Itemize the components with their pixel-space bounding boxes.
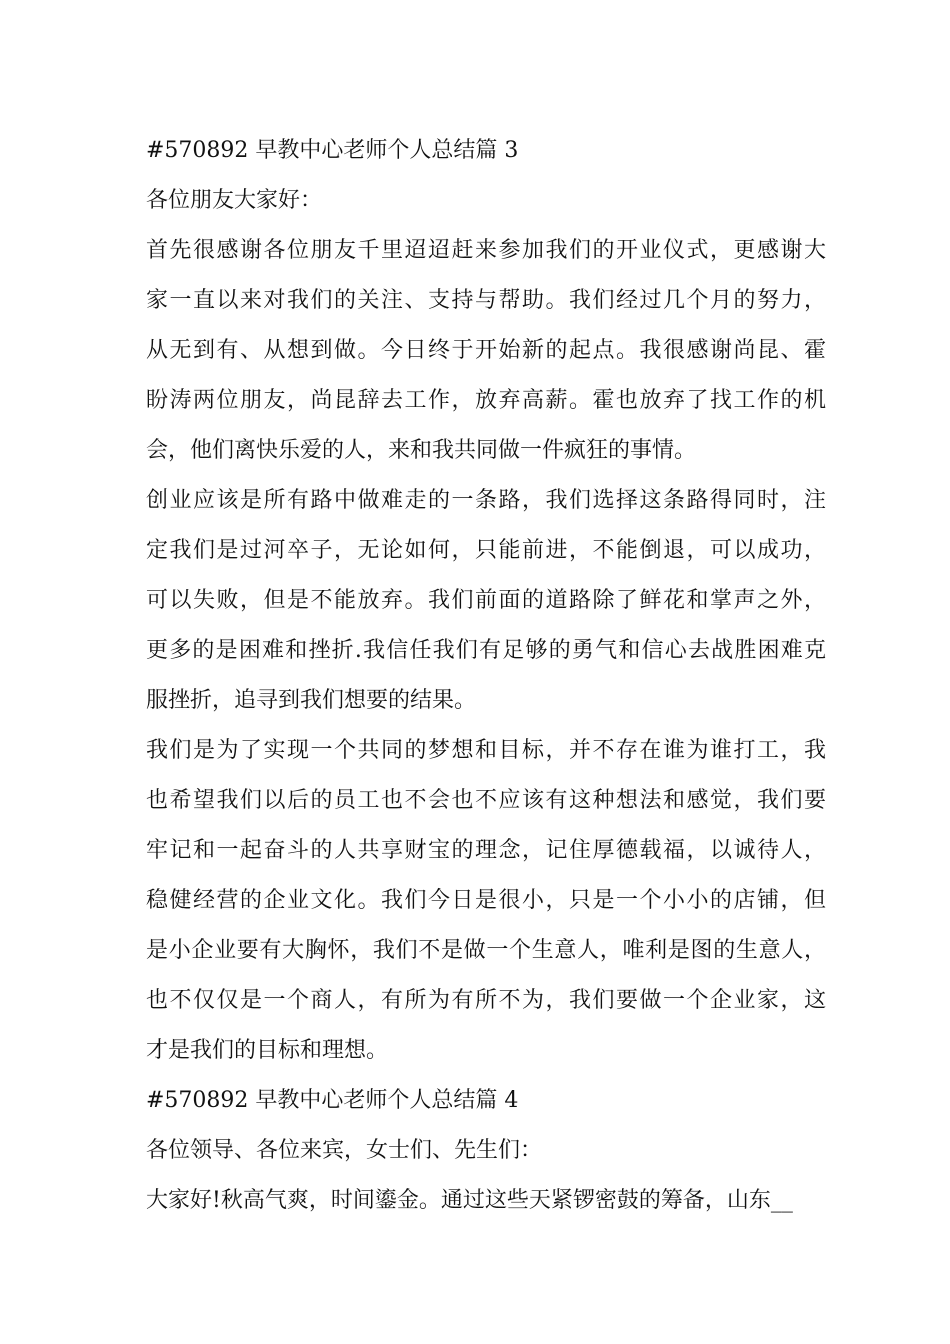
paragraph-line: 才是我们的目标和理想。 <box>146 1038 389 1063</box>
paragraph-line: 稳健经营的企业文化。我们今日是很小，只是一个小小的店铺，但 <box>146 888 826 913</box>
paragraph-line: 也希望我们以后的员工也不会也不应该有这种想法和感觉，我们要 <box>146 788 826 813</box>
paragraph-line: 从无到有、从想到做。今日终于开始新的起点。我很感谢尚昆、霍 <box>146 338 826 363</box>
paragraph-line: 创业应该是所有路中做难走的一条路，我们选择这条路得同时，注 <box>146 488 826 513</box>
document-body <box>146 133 826 1233</box>
paragraph-line: 定我们是过河卒子，无论如何，只能前进，不能倒退，可以成功， <box>146 538 826 563</box>
paragraph-line: 服挫折，追寻到我们想要的结果。 <box>146 688 477 713</box>
section-heading-3: #570892 早教中心老师个人总结篇 3 <box>146 138 519 163</box>
paragraph-line: 是小企业要有大胸怀，我们不是做一个生意人，唯利是图的生意人， <box>146 938 826 963</box>
greeting-line: 各位领导、各位来宾，女士们、先生们： <box>146 1138 543 1163</box>
paragraph-line: 大家好!秋高气爽，时间鎏金。通过这些天紧锣密鼓的筹备，山东__ <box>146 1188 793 1213</box>
paragraph-line: 牢记和一起奋斗的人共享财宝的理念，记住厚德载福，以诚待人， <box>146 838 826 863</box>
paragraph-line: 更多的是困难和挫折.我信任我们有足够的勇气和信心去战胜困难克 <box>146 638 826 663</box>
paragraph-line: 可以失败，但是不能放弃。我们前面的道路除了鲜花和掌声之外， <box>146 588 826 613</box>
paragraph-line: 盼涛两位朋友，尚昆辞去工作，放弃高薪。霍也放弃了找工作的机 <box>146 388 826 413</box>
paragraph-line: 家一直以来对我们的关注、支持与帮助。我们经过几个月的努力， <box>146 288 826 313</box>
paragraph-line: 首先很感谢各位朋友千里迢迢赶来参加我们的开业仪式，更感谢大 <box>146 238 826 263</box>
section-heading-4: #570892 早教中心老师个人总结篇 4 <box>146 1088 519 1113</box>
paragraph-line: 会，他们离快乐爱的人，来和我共同做一件疯狂的事情。 <box>146 438 697 463</box>
paragraph-line: 也不仅仅是一个商人，有所为有所不为，我们要做一个企业家，这 <box>146 988 826 1013</box>
paragraph-line: 我们是为了实现一个共同的梦想和目标，并不存在谁为谁打工，我 <box>146 738 826 763</box>
greeting-line: 各位朋友大家好： <box>146 188 323 213</box>
